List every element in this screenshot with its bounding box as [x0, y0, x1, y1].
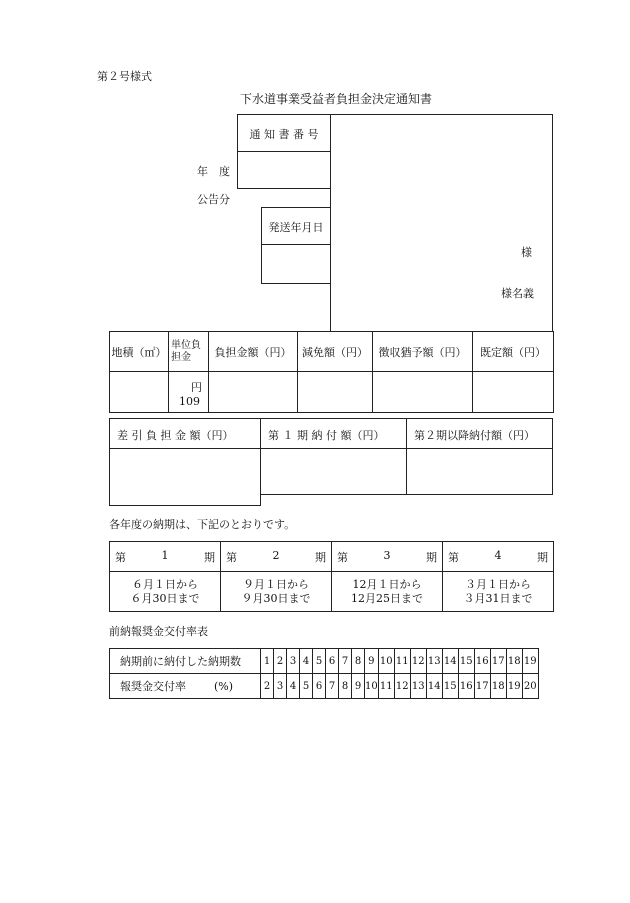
period-count-cell: 10: [378, 649, 394, 674]
rate-value-cell: 15: [442, 674, 458, 699]
send-date-label: 発送年月日: [268, 221, 324, 234]
period-count-cell: 18: [506, 649, 522, 674]
notice-number-label: 通 知 書 番 号: [249, 128, 319, 141]
rate-row2-unit: (%): [214, 680, 234, 693]
rate-value-cell: 17: [474, 674, 490, 699]
period-1-header: [110, 542, 221, 572]
period-count-cell: 12: [410, 649, 426, 674]
rate-table-title: 前納報奨金交付率表: [109, 625, 208, 638]
rate-table: [109, 648, 539, 699]
first-period-header: 第 １ 期 納 付 額（円）: [268, 429, 385, 442]
rate-value-cell: 7: [326, 674, 339, 699]
rate-value-cell: 2: [261, 674, 274, 699]
period-count-cell: 15: [458, 649, 474, 674]
rate-value-cell: 18: [490, 674, 506, 699]
period-count-cell: 19: [522, 649, 538, 674]
period-count-cell: 8: [352, 649, 365, 674]
exemption-cell: [298, 372, 373, 413]
period-2-dates: [221, 572, 332, 612]
period-label-right: 期: [315, 550, 326, 564]
period-from: ６月１日から: [132, 577, 198, 591]
unit-value: 109: [179, 395, 200, 408]
period-3-dates: [332, 572, 443, 612]
period-count-cell: 3: [287, 649, 300, 674]
period-label-right: 期: [537, 550, 548, 564]
send-date-value-cell: [261, 244, 331, 284]
year-label: 年 度: [197, 165, 230, 178]
period-count-cell: 4: [300, 649, 313, 674]
area-value-cell: [110, 372, 169, 413]
period-count-cell: 14: [442, 649, 458, 674]
period-num: 2: [272, 548, 280, 562]
charge-amount-cell: [209, 372, 298, 413]
period-count-cell: 1: [261, 649, 274, 674]
period-count-cell: 2: [274, 649, 287, 674]
period-4-dates: [443, 572, 554, 612]
period-3-header: [332, 542, 443, 572]
rate-value-cell: 13: [410, 674, 426, 699]
name-suffix-label: 様名義: [501, 287, 534, 300]
rate-value-cell: 12: [394, 674, 410, 699]
header-exemption: 減免額（円）: [298, 332, 373, 372]
period-label-right: 期: [204, 550, 215, 564]
period-4-header: [443, 542, 554, 572]
period-to: ９月30日まで: [241, 591, 311, 605]
period-label-left: 第: [226, 550, 237, 564]
period-from: ９月１日から: [243, 577, 309, 591]
period-num: 4: [494, 548, 502, 562]
rate-value-cell: 20: [522, 674, 538, 699]
period-count-cell: 9: [365, 649, 379, 674]
deferral-cell: [373, 372, 473, 413]
period-from: 12月１日から: [352, 577, 422, 591]
period-count-cell: 6: [326, 649, 339, 674]
periods-table: [109, 541, 554, 612]
unit-yen: 円: [191, 381, 202, 394]
fixed-amount-cell: [473, 372, 554, 413]
period-label-left: 第: [337, 550, 348, 564]
rate-value-cell: 11: [378, 674, 394, 699]
form-label: 第２号様式: [97, 70, 152, 83]
announcement-label: 公告分: [197, 193, 230, 206]
period-count-cell: 16: [474, 649, 490, 674]
period-label-right: 期: [426, 550, 437, 564]
rate-value-cell: 4: [287, 674, 300, 699]
rate-value-cell: 3: [274, 674, 287, 699]
document-title: 下水道事業受益者負担金決定通知書: [240, 92, 433, 106]
period-to: ３月31日まで: [463, 591, 533, 605]
addressee-suffix: 様: [521, 246, 532, 259]
main-table: [109, 331, 554, 413]
period-num: 3: [383, 548, 391, 562]
unit-charge-value-cell: [169, 372, 209, 413]
rate-row2-label-cell: [110, 674, 261, 699]
period-num: 1: [161, 548, 169, 562]
header-fixed-amount: 既定額（円）: [473, 332, 554, 372]
deadline-intro: 各年度の納期は、下記のとおりです。: [109, 518, 296, 531]
period-count-cell: 11: [394, 649, 410, 674]
header-deferral: 徴収猶予額（円）: [373, 332, 473, 372]
later-period-header: 第２期以降納付額（円）: [414, 429, 535, 442]
header-charge-amount: 負担金額（円）: [209, 332, 298, 372]
period-2-header: [221, 542, 332, 572]
period-1-dates: [110, 572, 221, 612]
rate-value-cell: 9: [352, 674, 365, 699]
period-count-cell: 5: [313, 649, 326, 674]
period-label-left: 第: [448, 550, 459, 564]
period-count-cell: 17: [490, 649, 506, 674]
rate-row2-label: 報奨金交付率: [120, 680, 186, 693]
rate-value-cell: 6: [313, 674, 326, 699]
rate-value-cell: 16: [458, 674, 474, 699]
rate-value-cell: 10: [365, 674, 379, 699]
rate-row1-label: 納期前に納付した納期数: [110, 649, 261, 674]
period-count-cell: 7: [339, 649, 352, 674]
header-unit-charge: 単位負担金: [169, 332, 209, 372]
rate-row-rates: [110, 674, 539, 699]
rate-value-cell: 8: [339, 674, 352, 699]
period-from: ３月１日から: [465, 577, 531, 591]
rate-row-periods: [110, 649, 539, 674]
period-label-left: 第: [115, 550, 126, 564]
rate-value-cell: 19: [506, 674, 522, 699]
rate-value-cell: 5: [300, 674, 313, 699]
period-count-cell: 13: [426, 649, 442, 674]
period-to: 12月25日まで: [351, 591, 423, 605]
net-charge-header: 差 引 負 担 金 額（円）: [117, 429, 234, 442]
period-to: ６月30日まで: [130, 591, 200, 605]
header-area: 地積（㎡）: [110, 332, 169, 372]
notice-number-value-cell: [237, 151, 331, 189]
rate-value-cell: 14: [426, 674, 442, 699]
